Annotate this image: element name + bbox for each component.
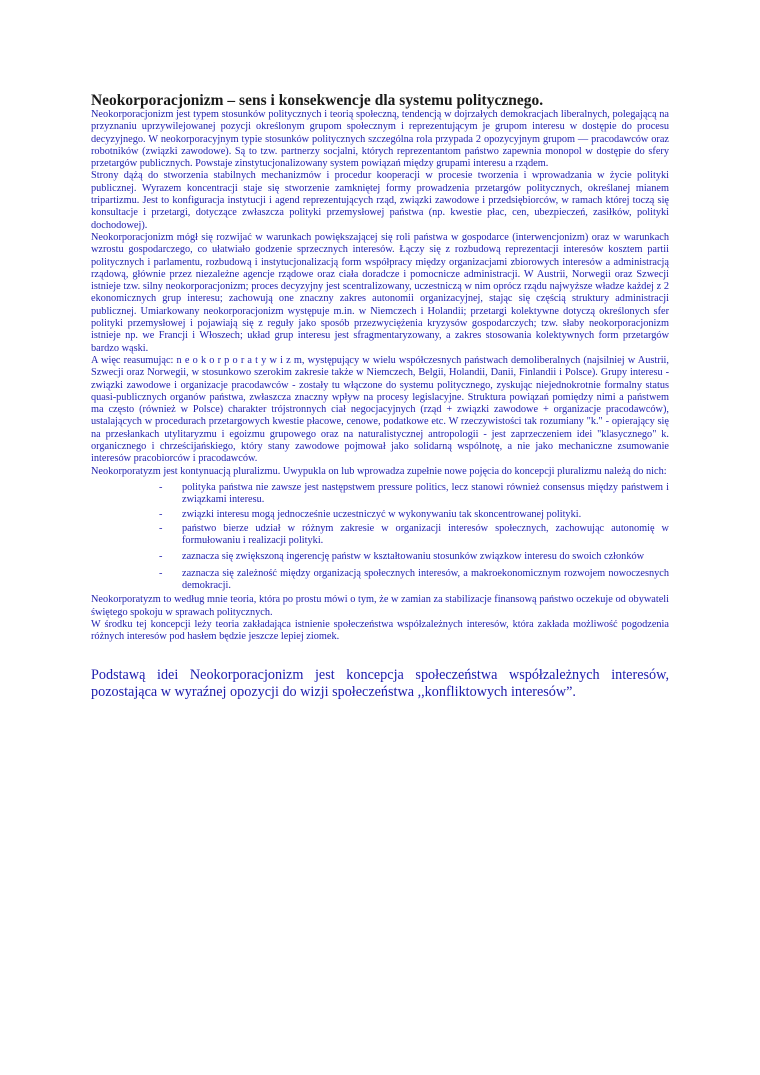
list-item-text: zaznacza się zależność między organizacją społecznych interesów, a makroekonomicznym rozwojem nowoczesnych demokracji. xyxy=(182,567,669,591)
list-item-text: państwo bierze udział w różnym zakresie w organizacji interesów społecznych, zachowując autonomię w formułowaniu i realizacji polityki. xyxy=(182,522,669,547)
dash-marker: - xyxy=(159,508,163,520)
list-item-text: związki interesu mogą jednocześnie uczestniczyć w wykonywaniu tak skoncentrowanej polityki. xyxy=(182,508,582,520)
list-item xyxy=(91,509,669,521)
paragraph-core-theory: W środku tej koncepcji leży teoria zakładająca istnienie społeczeństwa współzależnych interesów, która zakłada możliwość pogodzenia różnych interesów pod hasłem będzie jeszcze lepiej ziomek. xyxy=(91,618,669,643)
paragraph-opinion: Neokorporatyzm to według mnie teoria, która po prostu mówi o tym, że w zamian za stabilizacje finansową państwo oczekuje od obywateli świętego spokoju w sprawach politycznych. xyxy=(91,594,669,618)
conclusion-statement: Podstawą idei Neokorporacjonizm jest koncepcja społeczeństwa współzależnych interesów, pozostająca w wyraźnej opozycji do wizji społeczeństwa ,,konfliktowych interesów”. xyxy=(91,667,669,701)
list-item xyxy=(91,523,669,548)
concepts-list xyxy=(91,482,669,592)
paragraph-summary: A więc reasumując: n e o k o r p o r a t y w i z m, występujący w wielu współczesnych państwach demoliberalnych (najsilniej w Austrii, Szwecji oraz Norwegii, w stosunkowo szerokim zakresie także w Niemczech, Belgii, Holandii, Danii, Finlandii i Polsce). Grupy interesu - związki zawodowe i organizacje pracodawców - zostały tu włączone do systemu politycznego, zyskując niejednokrotnie formalny status quasi-publicznych organów państwa, zwłaszcza znaczny wpływ na procesy legislacyjne. Struktura powiązań pomiędzy nimi a państwem ma często (również w Polsce) charakter trójstronnych ciał negocjacyjnych (rząd + związki zawodowe + organizacje pracodawców), ustalających w procedurach przetargowych kwestie płacowe, cenowe, podatkowe etc. W rzeczywistości tak rozumiany "k." - opierający się na przesłankach utylitaryzmu i egoizmu grupowego oraz na naturalistycznej antropologii - jest zaprzeczeniem idei "klasycznego" k. organicznego i chrześcijańskiego, który stany zawodowe pojmował jako solidarną wspólnotę, a nie jako mechaniczne zsumowanie interesów pracobiorców i pracodawców. xyxy=(91,354,669,465)
list-item xyxy=(91,482,669,507)
dash-marker: - xyxy=(159,567,163,579)
document-page xyxy=(91,92,669,701)
dash-marker: - xyxy=(159,522,163,534)
paragraph-pluralism: Neokorporatyzm jest kontynuacją pluralizmu. Uwypukla on lub wprowadza zupełnie nowe pojęcia do koncepcji pluralizmu należą do nich: xyxy=(91,465,667,477)
dash-marker: - xyxy=(159,551,163,563)
document-title: Neokorporacjonizm – sens i konsekwencje dla systemu politycznego. xyxy=(91,92,544,109)
list-item xyxy=(91,551,669,563)
list-item-text: zaznacza się zwiększoną ingerencję państw w kształtowaniu stosunków związkow interesu do swoich członków xyxy=(182,551,645,563)
list-item-text: polityka państwa nie zawsze jest następstwem pressure politics, lecz stanowi również consensus między państwem i związkami interesu. xyxy=(182,481,669,506)
paragraph-development: Neokorporacjonizm mógł się rozwijać w warunkach powiększającej się roli państwa w gospodarce (interwencjonizm) oraz w warunkach wzrostu gospodarczego, co ułatwiało godzenie sprzecznych interesów. Łączy się z rozbudową reprezentacji interesów kosztem partii politycznych i parlamentu, rozbudową i instytucjonalizacją form współpracy między organizacjami zbiorowych interesów a administracją rządową, głównie przez niezależne agencje rządowe oraz ciała doradcze i pomocnicze administracji. W Austrii, Norwegii oraz Szwecji istnieje tzw. silny neokorporacjonizm; proces decyzyjny jest scentralizowany, uczestniczą w nim oprócz rządu najwyższe władze każdej z 2 ekonomicznych grup interesu; zachowują one znaczny zakres autonomii organizacyjnej, stając się częścią struktury administracji publicznej. Umiarkowany neokorporacjonizm występuje m.in. w Niemczech i Holandii; przetargi kolektywne dotyczą określonych sfer polityki przemysłowej i pojawiają się z reguły jako sposób przezwyciężenia kryzysów gospodarczych; tzw. słaby neokorporacjonizm istnieje np. we Francji i Włoszech; układ grup interesu jest sfragmentaryzowany, a zakres stosowania kolektywnych form przetargów bardzo wąski. xyxy=(91,231,669,354)
paragraph-definition: Neokorporacjonizm jest typem stosunków politycznych i teorią społeczną, tendencją w dojrzałych demokracjach liberalnych, polegającą na przyznaniu uprzywilejowanej pozycji określonym grupom społecznym i reprezentującym je grupom interesu w dostępie do procesu decyzyjnego. W neokorporacyjnym typie stosunków politycznych szczególna rola przypada 2 opozycyjnym grupom — pracodawców oraz robotników (związki zawodowe). Są to tzw. partnerzy socjalni, których reprezentantom państwo zapewnia monopol w dostępie do sfery przetargów publicznych. Powstaje zinstytucjonalizowany system powiązań między grupami interesu a rządem. xyxy=(91,109,669,170)
dash-marker: - xyxy=(159,481,163,493)
list-item xyxy=(91,568,669,593)
paragraph-tripartism: Strony dążą do stworzenia stabilnych mechanizmów i procedur kooperacji w procesie tworzenia i wprowadzania w życie polityki publicznej. Wyrazem koncentracji staje się stworzenie zamkniętej formy prowadzenia przetargów politycznych, określanej mianem tripartizmu. Jest to konfiguracja instytucji i agend reprezentujących rząd, związki zawodowe i przedsiębiorców, w ramach której toczą się konsultacje i przetargi, dotyczące zwłaszcza polityki przemysłowej państwa (np. kwestie płac, cen, ubezpieczeń, zasiłków, polityki dochodowej). xyxy=(91,170,669,231)
